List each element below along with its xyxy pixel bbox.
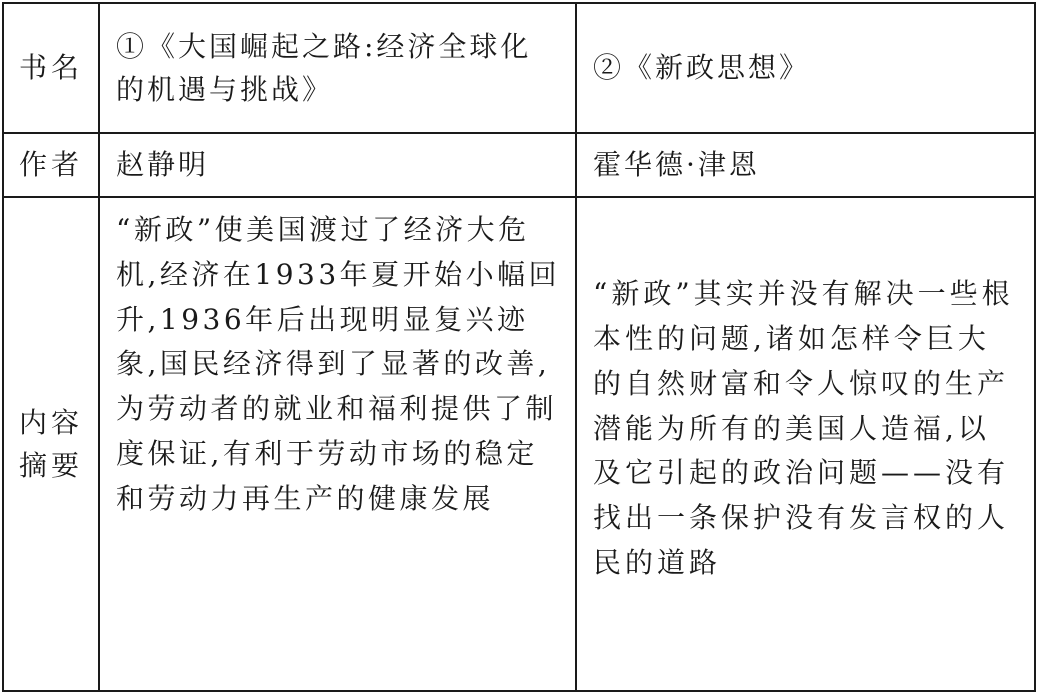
book-comparison-table [2, 2, 1036, 692]
book-1-title [99, 3, 576, 133]
table-row-title [3, 3, 1035, 133]
label-summary-line1: 内容 [18, 405, 83, 439]
book-1-title-text: ①《大国崛起之路:经济全球化的机遇与挑战》 [116, 29, 532, 106]
book-2-author [576, 133, 1035, 197]
book-2-title-text: ②《新政思想》 [593, 50, 811, 84]
book-2-author-text: 霍华德·津恩 [593, 147, 760, 181]
label-title [3, 3, 99, 133]
label-summary [3, 197, 99, 691]
label-author-text: 作者 [18, 148, 83, 182]
book-1-summary [99, 197, 576, 691]
label-title-text: 书名 [18, 51, 83, 85]
table-row-author [3, 133, 1035, 197]
book-2-title [576, 3, 1035, 133]
book-2-summary-text: “新政”其实并没有解决一些根本性的问题,诸如怎样令巨大的自然财富和令人惊叹的生产潜能为所有的美国人造福,以及它引起的政治问题——没有找出一条保护没有发言权的人民的道路 [593, 277, 1014, 579]
table-row-summary [3, 197, 1035, 691]
book-2-summary [576, 197, 1035, 691]
book-1-author [99, 133, 576, 197]
book-1-author-text: 赵静明 [116, 147, 210, 181]
label-author [3, 133, 99, 197]
label-summary-line2: 摘要 [18, 449, 83, 482]
book-1-summary-text: “新政”使美国渡过了经济大危机,经济在1933年夏开始小幅回升,1936年后出现明显复兴迹象,国民经济得到了显著的改善,为劳动者的就业和福利提供了制度保证,有利于劳动市场的稳定和劳动力再生产的健康发展 [116, 213, 561, 515]
